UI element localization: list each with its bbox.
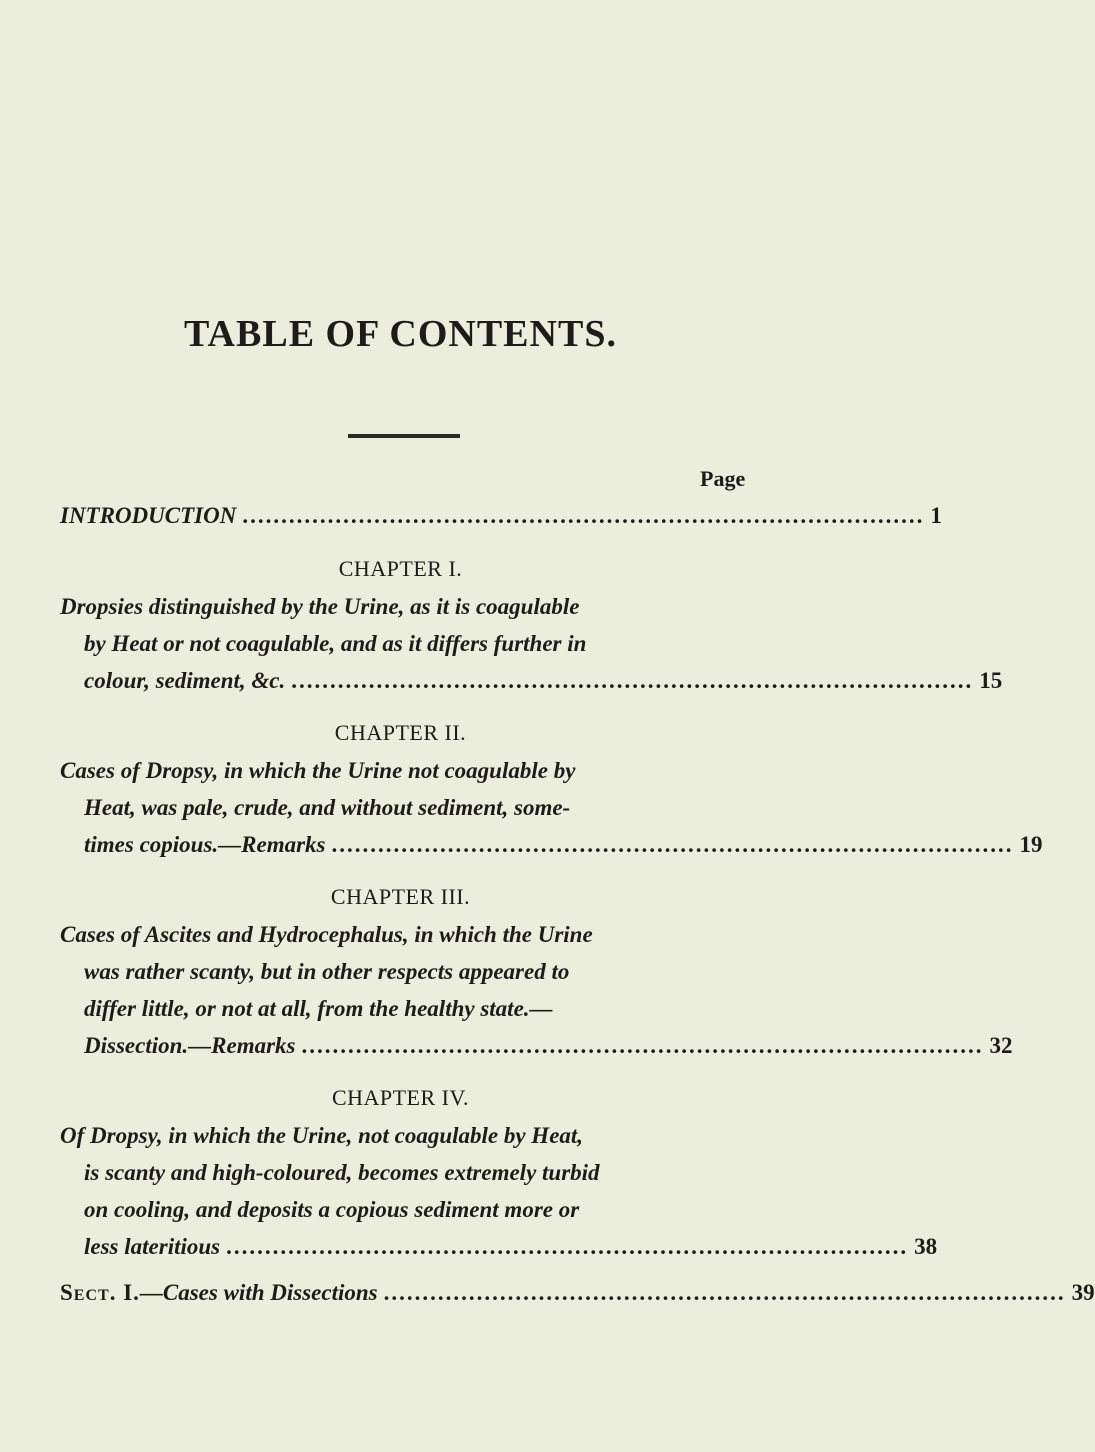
- toc-entry-introduction: [60, 497, 942, 534]
- entry-line: by Heat or not coagulable, and as it differs further in: [84, 631, 587, 656]
- entry-line: Cases of Ascites and Hydrocephalus, in which the Urine: [60, 922, 593, 947]
- toc-line: [60, 497, 942, 534]
- toc-entry-section-1: [60, 1274, 1095, 1311]
- section-text: —Cases with Dissections: [139, 1280, 378, 1305]
- leader-dots: ........................................................................................: [242, 503, 925, 528]
- page-title: TABLE OF CONTENTS.: [184, 313, 617, 355]
- entry-label: less lateritious: [84, 1234, 221, 1259]
- section-label: Sect. I.: [60, 1280, 140, 1305]
- chapter-heading-2: CHAPTER II.: [334, 720, 467, 745]
- entry-line: is scanty and high-coloured, becomes extremely turbid: [84, 1160, 600, 1185]
- entry-line: Cases of Dropsy, in which the Urine not coagulable by: [60, 758, 576, 783]
- entry-line: was rather scanty, but in other respects appeared to: [84, 959, 570, 984]
- entry-line: on cooling, and deposits a copious sediment more or: [84, 1197, 580, 1222]
- toc-entry-chapter-3: [60, 916, 1013, 1064]
- leader-dots: ........................................................................................: [301, 1033, 984, 1058]
- title-rule: [348, 434, 460, 438]
- page-number: 1: [930, 503, 942, 528]
- chapter-heading-1: CHAPTER I.: [338, 556, 463, 581]
- chapter-heading-3: CHAPTER III.: [330, 884, 471, 909]
- chapter-heading-4: CHAPTER IV.: [331, 1085, 470, 1110]
- entry-label: colour, sediment, &c.: [84, 668, 286, 693]
- toc-entry-chapter-4: [60, 1117, 938, 1265]
- toc-line: [60, 1027, 1013, 1064]
- entry-label: Dissection.—Remarks: [84, 1033, 296, 1058]
- entry-line: differ little, or not at all, from the healthy state.—: [84, 996, 553, 1021]
- page-number: 38: [914, 1234, 938, 1259]
- page-number: 32: [989, 1033, 1013, 1058]
- page-number: 15: [979, 668, 1003, 693]
- entry-label: [60, 1274, 378, 1311]
- toc-line: [60, 826, 1043, 863]
- leader-dots: ........................................................................................: [291, 668, 974, 693]
- leader-dots: ........................................................................................: [226, 1234, 909, 1259]
- page-column-heading: Page: [700, 466, 746, 491]
- toc-entry-chapter-1: [60, 588, 1003, 699]
- entry-label: INTRODUCTION: [60, 503, 237, 528]
- entry-line: Dropsies distinguished by the Urine, as it is coagulable: [60, 594, 580, 619]
- toc-entry-chapter-2: [60, 752, 1043, 863]
- toc-line: [60, 1274, 1095, 1311]
- page-number: 19: [1019, 832, 1043, 857]
- entry-line: Of Dropsy, in which the Urine, not coagulable by Heat,: [60, 1123, 584, 1148]
- toc-line: [60, 1228, 938, 1265]
- entry-line: Heat, was pale, crude, and without sediment, some-: [84, 795, 571, 820]
- toc-line: [60, 662, 1003, 699]
- leader-dots: ........................................................................................: [331, 832, 1014, 857]
- entry-label: times copious.—Remarks: [84, 832, 326, 857]
- page-number: 39: [1071, 1280, 1095, 1305]
- leader-dots: ........................................................................................: [383, 1280, 1066, 1305]
